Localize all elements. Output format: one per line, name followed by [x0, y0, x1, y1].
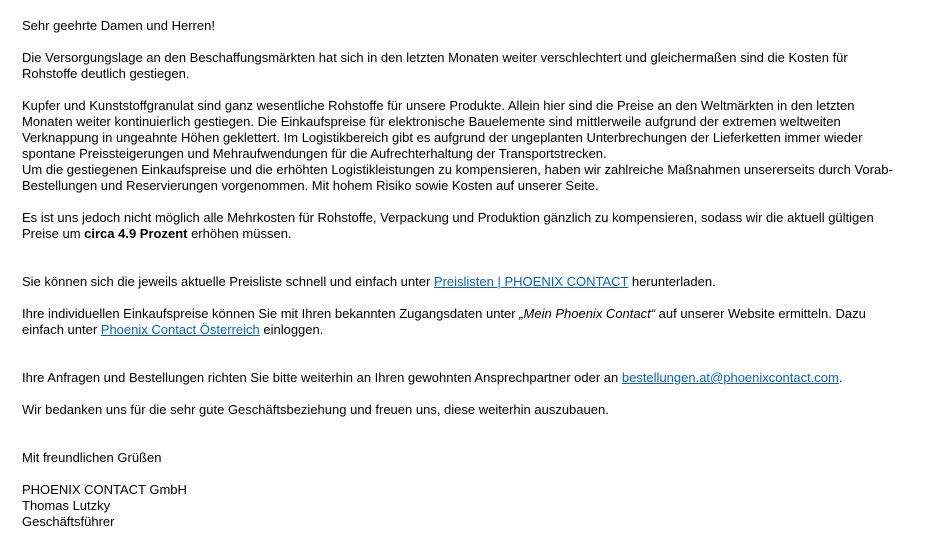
price-list-text-end: herunterladen. [628, 274, 716, 289]
paragraph-orders-contact [22, 370, 902, 386]
paragraph-price-list [22, 274, 902, 290]
price-increase-text-end: erhöhen müssen. [187, 226, 292, 241]
paragraph-supply-situation: Die Versorgungslage an den Beschaffungsmärkten hat sich in den letzten Monaten weiter verschlechtert und gleichermaßen sind die Kosten für Rohstoffe deutlich gestiegen. [22, 50, 848, 81]
closing: Mit freundlichen Grüßen [22, 450, 162, 465]
paragraph-raw-materials: Kupfer und Kunststoffgranulat sind ganz wesentliche Rohstoffe für unsere Produkte. Allein hier sind die Preise an den Weltmärkten in den letzten Monaten weiter kontinuierlich gestiegen. Die Einkaufspreise für elektronische Bauelemente sind mittlerweile aufgrund der extremen weltweiten Verknappung in ungeahnte Höhen geklettert. Im Logistikbereich gibt es aufgrund der ungeplanten Unterbrechungen der Lieferketten immer wieder spontane Preissteigerungen und Mehraufwendungen für die Aufrechterhaltung der Transportstrecken. [22, 98, 863, 161]
portal-name: „Mein Phoenix Contact“ [519, 306, 656, 321]
greeting: Sehr geehrte Damen und Herren! [22, 18, 215, 33]
individual-prices-text-mid: auf unserer Website ermitteln. Dazu einfach unter [22, 306, 866, 337]
individual-prices-text-start: Ihre individuellen Einkaufspreise können Sie mit Ihren bekannten Zugangsdaten unter [22, 306, 520, 321]
price-increase-percentage: circa 4.9 Prozent [84, 226, 188, 241]
orders-contact-text-start: Ihre Anfragen und Bestellungen richten Sie bitte weiterhin an Ihren gewohnten Ansprechpartner oder an [22, 370, 622, 385]
paragraph-thanks: Wir bedanken uns für die sehr gute Geschäftsbeziehung und freuen uns, diese weiterhin auszubauen. [22, 402, 609, 417]
paragraph-price-increase [22, 210, 902, 242]
paragraph-compensation-measures: Um die gestiegenen Einkaufspreise und die erhöhten Logistikleistungen zu kompensieren, haben wir zahlreiche Maßnahmen unsererseits durch Vorab-Bestellungen und Reservierungen vorgenommen. Mit hohem Risiko sowie Kosten auf unserer Seite. [22, 162, 893, 193]
company-name: PHOENIX CONTACT GmbH [22, 482, 187, 497]
orders-contact-text-end: . [838, 370, 843, 385]
individual-prices-text-end: einloggen. [259, 322, 324, 337]
signer-title: Geschäftsführer [22, 514, 115, 529]
signer-name: Thomas Lutzky [22, 498, 111, 513]
price-increase-text-start: Es ist uns jedoch nicht möglich alle Mehrkosten für Rohstoffe, Verpackung und Produktion gänzlich zu kompensieren, sodass wir die aktuell gültigen Preise um [22, 210, 874, 241]
orders-email-link[interactable]: bestellungen.at@phoenixcontact.com [621, 370, 839, 385]
paragraph-individual-prices [22, 306, 902, 338]
price-list-text-start: Sie können sich die jeweils aktuelle Preisliste schnell und einfach unter [22, 274, 434, 289]
phoenix-contact-austria-link[interactable]: Phoenix Contact Österreich [100, 322, 260, 337]
price-list-link[interactable]: Preislisten | PHOENIX CONTACT [433, 274, 629, 289]
